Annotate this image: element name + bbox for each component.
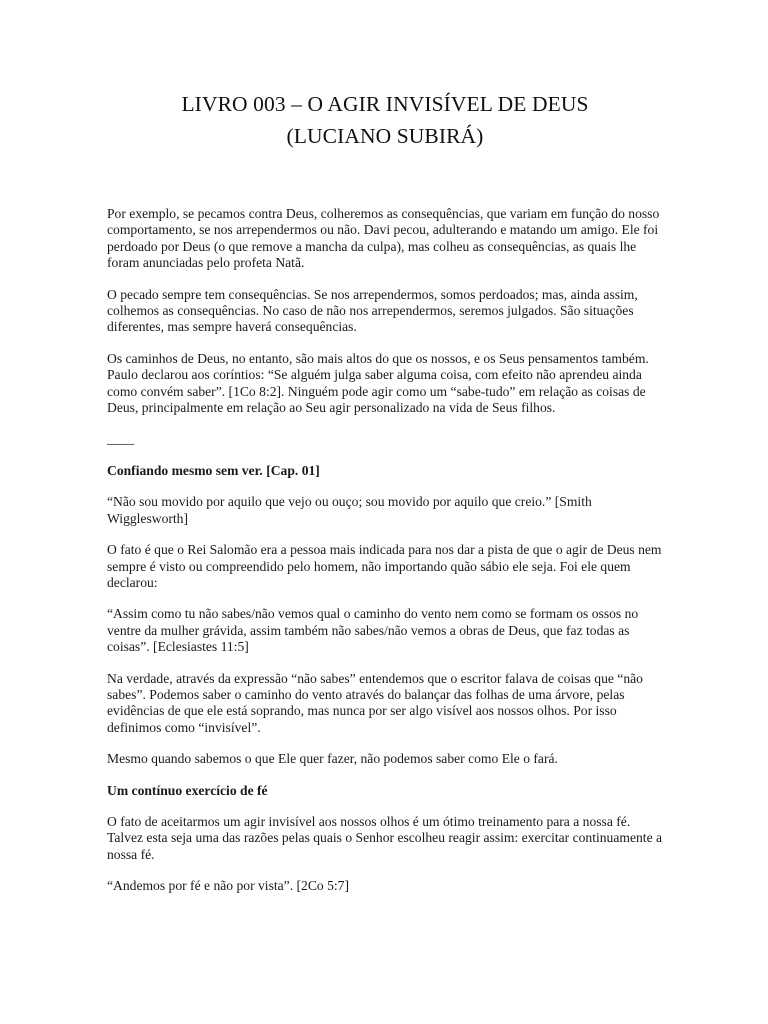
title-spacer bbox=[107, 152, 663, 206]
paragraph: O pecado sempre tem consequências. Se nos arrependermos, somos perdoados; mas, ainda assim, colhemos as consequências. No caso de não nos arrependermos, seremos julgados. São situações diferentes, mas sempre haverá consequências. bbox=[107, 286, 638, 335]
chapter-heading: Confiando mesmo sem ver. [Cap. 01] bbox=[107, 462, 320, 478]
paragraph: O fato de aceitarmos um agir invisível aos nossos olhos é um ótimo treinamento para a nossa fé. Talvez esta seja uma das razões pelas quais o Senhor escolheu reagir assim: exercitar continuamente a nossa fé. bbox=[107, 813, 663, 862]
section-heading: Um contínuo exercício de fé bbox=[107, 782, 268, 798]
paragraph: Os caminhos de Deus, no entanto, são mais altos do que os nossos, e os Seus pensamentos também. Paulo declarou aos coríntios: “Se alguém julga saber alguma coisa, com efeito não aprendeu ainda como convém saber”. [1Co 8:2]. Ninguém pode agir como um “sabe-tudo” em relação as coisas de Deus, principalmente em relação ao Seu agir personalizado na vida de Seus filhos. bbox=[107, 350, 649, 416]
paragraph: Por exemplo, se pecamos contra Deus, colheremos as consequências, que variam em função do nosso comportamento, se nos arrependermos ou não. Davi pecou, adulterando e matando um amigo. Ele foi perdoado por Deus (o que remove a mancha da culpa), mas colheu as consequências, as quais lhe foram anunciadas pelo profeta Natã. bbox=[107, 206, 660, 271]
document-title bbox=[107, 88, 663, 152]
paragraph: O fato é que o Rei Salomão era a pessoa mais indicada para nos dar a pista de que o agir de Deus nem sempre é visto ou compreendido pelo homem, não importando quão sábio ele seja. Foi ele quem declarou: bbox=[107, 542, 662, 590]
paragraph: “Andemos por fé e não por vista”. [2Co 5:7] bbox=[107, 878, 349, 894]
title-line-2: (LUCIANO SUBIRÁ) bbox=[286, 124, 484, 148]
paragraph: “Não sou movido por aquilo que vejo ou ouço; sou movido por aquilo que creio.” [Smith Wigglesworth] bbox=[107, 494, 592, 526]
section-separator: ____ bbox=[107, 431, 135, 447]
paragraph: “Assim como tu não sabes/não vemos qual o caminho do vento nem como se formam os ossos no ventre da mulher grávida, assim também não sabes/não vemos a obras de Deus, que faz todas as coisas”. [Eclesiastes 11:5] bbox=[107, 606, 639, 655]
paragraph: Na verdade, através da expressão “não sabes” entendemos que o escritor falava de coisas que “não sabes”. Podemos saber o caminho do vento através do balançar das folhas de uma árvore, pelas evidências de que ele está soprando, mas nunca por ser algo visível aos nossos olhos. Por isso definimos como “invisível”. bbox=[107, 670, 643, 735]
title-line-1: LIVRO 003 – O AGIR INVISÍVEL DE DEUS bbox=[181, 92, 589, 116]
paragraph: Mesmo quando sabemos o que Ele quer fazer, não podemos saber como Ele o fará. bbox=[107, 751, 558, 767]
document-page bbox=[107, 88, 663, 910]
